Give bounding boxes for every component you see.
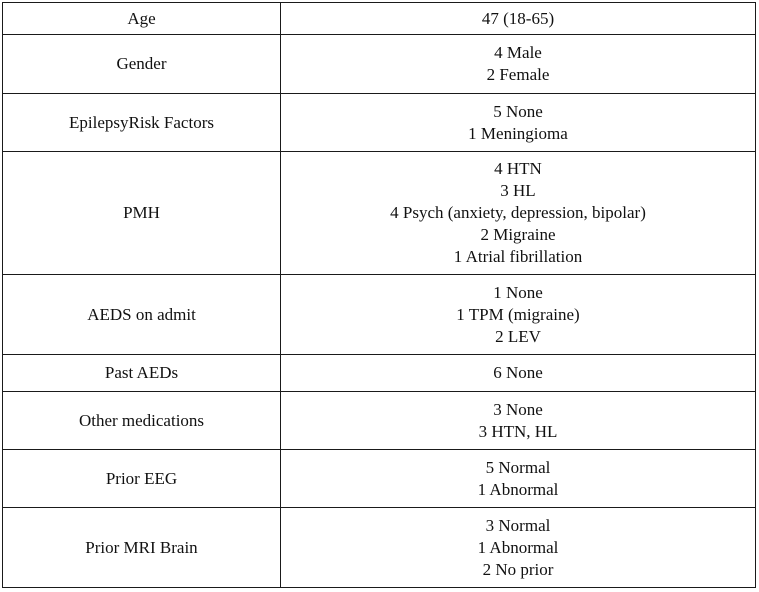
value-line: 3 HTN, HL <box>478 421 558 441</box>
row-label: Age <box>3 3 281 35</box>
row-label: Prior EEG <box>3 450 281 508</box>
value-line: 1 Abnormal <box>477 479 559 499</box>
row-label: EpilepsyRisk Factors <box>3 94 281 152</box>
row-label: Other medications <box>3 392 281 450</box>
value-line: 2 No prior <box>482 559 554 579</box>
value-line: 4 HTN <box>494 159 542 178</box>
row-label: AEDS on admit <box>3 275 281 355</box>
table-row <box>3 94 756 152</box>
table-row <box>3 275 756 355</box>
table-row <box>3 152 756 275</box>
row-value <box>281 275 756 355</box>
row-value <box>281 152 756 275</box>
table-row <box>3 355 756 392</box>
row-label: PMH <box>3 152 281 275</box>
value-line: 2 LEV <box>495 326 541 346</box>
value-line: 5 None <box>493 101 543 121</box>
table-row <box>3 508 756 588</box>
row-value <box>281 392 756 450</box>
row-value <box>281 3 756 35</box>
row-value <box>281 450 756 508</box>
row-value <box>281 355 756 392</box>
row-value <box>281 508 756 588</box>
value-line: 2 Female <box>486 65 550 84</box>
row-value <box>281 94 756 152</box>
value-line: 1 None <box>493 282 543 302</box>
row-label: Gender <box>3 35 281 94</box>
row-label: Prior MRI Brain <box>3 508 281 588</box>
value-line: 6 None <box>493 363 543 382</box>
table-row <box>3 392 756 450</box>
value-line: 4 Psych (anxiety, depression, bipolar) <box>390 203 646 222</box>
table-row <box>3 35 756 94</box>
row-value <box>281 35 756 94</box>
value-line: 3 None <box>493 399 543 419</box>
value-line: 5 Normal <box>485 457 551 477</box>
value-line: 1 TPM (migraine) <box>456 304 580 324</box>
row-label: Past AEDs <box>3 355 281 392</box>
table-row <box>3 3 756 35</box>
value-line: 1 Meningioma <box>468 123 568 143</box>
demographics-table <box>2 2 756 588</box>
value-line: 2 Migraine <box>480 225 556 244</box>
value-line: 1 Abnormal <box>477 537 559 557</box>
value-line: 3 HL <box>500 181 536 200</box>
value-line: 47 (18-65) <box>481 8 555 28</box>
table-row <box>3 450 756 508</box>
value-line: 4 Male <box>494 43 542 62</box>
value-line: 3 Normal <box>485 515 551 535</box>
value-line: 1 Atrial fibrillation <box>453 247 583 266</box>
